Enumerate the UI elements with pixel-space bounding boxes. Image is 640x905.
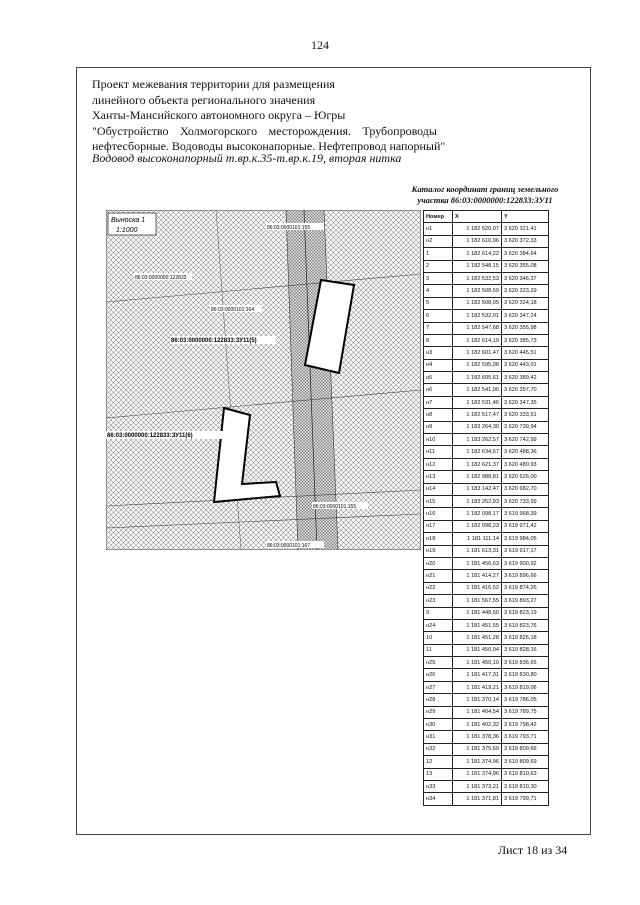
map-label-zu11-6: 86:03:0000000:122833:ЗУ11(6) <box>107 433 193 439</box>
cell-x: 1 182 614,19 <box>453 334 502 346</box>
cell-number: 9 <box>424 607 453 619</box>
cell-x: 1 182 532,01 <box>453 310 502 322</box>
cell-x: 1 181 451,28 <box>453 632 502 644</box>
table-row <box>424 657 549 669</box>
header-line-2: линейного объекта регионального значения <box>92 92 316 107</box>
table-row <box>424 669 549 681</box>
cell-y: 3 620 321,41 <box>502 223 549 235</box>
cell-y: 3 619 836,65 <box>502 657 549 669</box>
cell-x: 1 181 450,10 <box>453 657 502 669</box>
cell-number: 11 <box>424 644 453 656</box>
cell-number: н16 <box>424 508 453 520</box>
cell-number: 4 <box>424 285 453 297</box>
cell-x: 1 182 614,22 <box>453 248 502 260</box>
header-line-1: Проект межевания территории для размещения <box>92 77 335 91</box>
map-label-zu11-5: 86:03:0000000:122833:ЗУ11(5) <box>171 338 257 344</box>
cell-y: 3 620 333,51 <box>502 409 549 421</box>
cell-x: 1 182 548,15 <box>453 260 502 272</box>
cell-number: н3 <box>424 347 453 359</box>
cell-y: 3 620 324,18 <box>502 297 549 309</box>
cell-y: 3 619 971,42 <box>502 520 549 532</box>
map-drawing <box>106 210 421 550</box>
cell-number: н19 <box>424 545 453 557</box>
table-row <box>424 483 549 495</box>
cell-number: н10 <box>424 434 453 446</box>
inset-label: Выноска 1 <box>111 217 146 224</box>
catalog-title-line-2: участка 86:03:0000000:122833:ЗУ11 <box>417 195 553 205</box>
cell-number: н7 <box>424 396 453 408</box>
cell-x: 1 181 374,96 <box>453 756 502 768</box>
cell-y: 3 619 810,63 <box>502 768 549 780</box>
cell-y: 3 619 809,69 <box>502 756 549 768</box>
cell-number: н27 <box>424 681 453 693</box>
table-row <box>424 780 549 792</box>
table-row <box>424 471 549 483</box>
cell-number: н14 <box>424 483 453 495</box>
header-line-3: Ханты-Мансийского автономного округа – Югры <box>92 108 346 122</box>
table-row <box>424 743 549 755</box>
header-line-4 <box>92 124 437 140</box>
cell-number: 12 <box>424 756 453 768</box>
cell-y: 3 619 874,26 <box>502 582 549 594</box>
cell-x: 1 182 621,37 <box>453 458 502 470</box>
table-header-row <box>424 211 549 223</box>
sheet-number: Лист 18 из 34 <box>498 843 568 857</box>
cell-x: 1 183 142,47 <box>453 483 502 495</box>
cell-number: н25 <box>424 657 453 669</box>
cell-x: 1 181 370,14 <box>453 694 502 706</box>
cell-number: н29 <box>424 706 453 718</box>
cell-y: 3 620 488,36 <box>502 446 549 458</box>
table-row <box>424 248 549 260</box>
header-word-3: месторождения. <box>268 123 352 138</box>
cell-y: 3 620 445,51 <box>502 347 549 359</box>
table-row <box>424 607 549 619</box>
map-label-parcel-164: 86:03:0000101:164 <box>211 307 255 313</box>
table-row <box>424 260 549 272</box>
table-row <box>424 359 549 371</box>
cell-number: 5 <box>424 297 453 309</box>
cell-number: н34 <box>424 793 453 805</box>
cell-x: 1 182 517,47 <box>453 409 502 421</box>
table-row <box>424 458 549 470</box>
cell-x: 1 182 988,81 <box>453 471 502 483</box>
table-row <box>424 719 549 731</box>
table-row <box>424 384 549 396</box>
cell-x: 1 181 613,31 <box>453 545 502 557</box>
cell-y: 3 620 355,98 <box>502 322 549 334</box>
cell-number: н23 <box>424 595 453 607</box>
table-row <box>424 644 549 656</box>
cell-x: 1 181 375,69 <box>453 743 502 755</box>
cell-number: 6 <box>424 310 453 322</box>
cell-y: 3 619 789,75 <box>502 706 549 718</box>
cell-y: 3 620 739,94 <box>502 421 549 433</box>
cell-x: 1 181 417,31 <box>453 669 502 681</box>
table-row <box>424 694 549 706</box>
document-header <box>92 77 446 155</box>
table-row <box>424 409 549 421</box>
cell-x: 1 182 547,68 <box>453 322 502 334</box>
catalog-title <box>385 184 585 206</box>
cell-number: н17 <box>424 520 453 532</box>
table-row <box>424 681 549 693</box>
table-row <box>424 272 549 284</box>
cell-x: 1 183 252,93 <box>453 495 502 507</box>
table-row <box>424 322 549 334</box>
table-row <box>424 545 549 557</box>
map-label-parcel-155: 86:03:0000101:155 <box>313 504 357 510</box>
cell-x: 1 181 373,21 <box>453 780 502 792</box>
cell-number: н13 <box>424 471 453 483</box>
cell-x: 1 182 532,53 <box>453 272 502 284</box>
table-row <box>424 595 549 607</box>
cell-number: н22 <box>424 582 453 594</box>
cell-y: 3 620 384,64 <box>502 248 549 260</box>
table-row <box>424 582 549 594</box>
cell-number: 10 <box>424 632 453 644</box>
cell-y: 3 620 682,70 <box>502 483 549 495</box>
table-body <box>424 223 549 805</box>
page-number: 124 <box>311 38 329 52</box>
cell-number: н15 <box>424 495 453 507</box>
table-row <box>424 285 549 297</box>
cell-number: н6 <box>424 384 453 396</box>
cell-y: 3 619 830,80 <box>502 669 549 681</box>
table-row <box>424 495 549 507</box>
cell-y: 3 619 828,16 <box>502 644 549 656</box>
cell-number: н33 <box>424 780 453 792</box>
table-row <box>424 310 549 322</box>
cell-x: 1 182 098,17 <box>453 508 502 520</box>
cell-y: 3 619 793,71 <box>502 731 549 743</box>
cell-y: 3 620 389,42 <box>502 372 549 384</box>
cell-y: 3 620 372,33 <box>502 235 549 247</box>
cell-y: 3 620 385,73 <box>502 334 549 346</box>
cell-y: 3 620 733,99 <box>502 495 549 507</box>
map-label-parcel-155-top: 86:03:0000101:155 <box>267 225 311 231</box>
cadastral-map <box>106 210 421 550</box>
cell-y: 3 620 347,24 <box>502 310 549 322</box>
table-row <box>424 557 549 569</box>
cell-x: 1 181 448,50 <box>453 607 502 619</box>
cell-x: 1 181 567,55 <box>453 595 502 607</box>
cell-number: 7 <box>424 322 453 334</box>
cell-x: 1 181 456,63 <box>453 557 502 569</box>
cell-number: н12 <box>424 458 453 470</box>
cell-x: 1 182 616,96 <box>453 235 502 247</box>
table-row <box>424 372 549 384</box>
map-label-parcel-167: 86:03:0000101:167 <box>267 543 311 549</box>
cell-x: 1 181 378,36 <box>453 731 502 743</box>
cell-y: 3 619 823,19 <box>502 607 549 619</box>
cell-x: 1 181 402,32 <box>453 719 502 731</box>
table-row <box>424 421 549 433</box>
cell-number: н4 <box>424 359 453 371</box>
cell-number: 2 <box>424 260 453 272</box>
cell-number: н8 <box>424 409 453 421</box>
column-header-x: X <box>453 211 502 223</box>
cell-x: 1 181 450,94 <box>453 644 502 656</box>
cell-number: 13 <box>424 768 453 780</box>
cell-number: н31 <box>424 731 453 743</box>
cell-x: 1 182 595,08 <box>453 359 502 371</box>
cell-number: н11 <box>424 446 453 458</box>
cell-y: 3 619 917,17 <box>502 545 549 557</box>
cell-x: 1 181 111,14 <box>453 533 502 545</box>
cell-x: 1 183 262,57 <box>453 434 502 446</box>
table-row <box>424 632 549 644</box>
cell-number: 8 <box>424 334 453 346</box>
cell-x: 1 182 605,61 <box>453 372 502 384</box>
cell-y: 3 619 900,92 <box>502 557 549 569</box>
cell-y: 3 619 984,05 <box>502 533 549 545</box>
cell-y: 3 619 968,39 <box>502 508 549 520</box>
table-row <box>424 756 549 768</box>
table-row <box>424 334 549 346</box>
table-row <box>424 793 549 805</box>
table-row <box>424 446 549 458</box>
cell-number: н1 <box>424 223 453 235</box>
table-row <box>424 533 549 545</box>
cell-x: 1 181 451,55 <box>453 619 502 631</box>
table-row <box>424 508 549 520</box>
cell-y: 3 619 786,05 <box>502 694 549 706</box>
map-label-parcel-122833: 86:03:0000000:122833 <box>135 275 187 281</box>
cell-y: 3 620 355,08 <box>502 260 549 272</box>
table-row <box>424 223 549 235</box>
cell-x: 1 181 374,96 <box>453 768 502 780</box>
cell-x: 1 182 541,90 <box>453 384 502 396</box>
cell-x: 1 182 508,59 <box>453 285 502 297</box>
table-row <box>424 768 549 780</box>
table-row <box>424 396 549 408</box>
cell-y: 3 619 826,18 <box>502 632 549 644</box>
header-line-5: нефтесборные. Водоводы высоконапорные. Нефтепровод напорный" <box>92 139 446 153</box>
document-subtitle: Водовод высоконапорный т.вр.к.35-т.вр.к.19, вторая нитка <box>92 151 402 165</box>
cell-x: 1 182 634,67 <box>453 446 502 458</box>
cell-y: 3 620 323,29 <box>502 285 549 297</box>
map-scale: 1:1000 <box>116 227 138 234</box>
cell-y: 3 620 347,35 <box>502 396 549 408</box>
cell-y: 3 619 896,66 <box>502 570 549 582</box>
cell-y: 3 619 893,27 <box>502 595 549 607</box>
cell-y: 3 619 810,30 <box>502 780 549 792</box>
cell-y: 3 620 443,01 <box>502 359 549 371</box>
catalog-title-line-1: Каталог координат границ земельного <box>411 184 559 194</box>
cell-y: 3 619 823,76 <box>502 619 549 631</box>
cell-number: 3 <box>424 272 453 284</box>
cell-y: 3 619 819,06 <box>502 681 549 693</box>
cell-number: н24 <box>424 619 453 631</box>
header-word-1: "Обустройство <box>92 123 169 138</box>
table-row <box>424 434 549 446</box>
cell-x: 1 181 419,21 <box>453 681 502 693</box>
cell-x: 1 182 098,23 <box>453 520 502 532</box>
cell-y: 3 619 809,66 <box>502 743 549 755</box>
cell-number: н5 <box>424 372 453 384</box>
table-row <box>424 570 549 582</box>
cell-y: 3 619 798,42 <box>502 719 549 731</box>
cell-y: 3 620 357,70 <box>502 384 549 396</box>
column-header-y: Y <box>502 211 549 223</box>
cell-x: 1 181 371,81 <box>453 793 502 805</box>
table-row <box>424 520 549 532</box>
cell-x: 1 182 601,47 <box>453 347 502 359</box>
cell-number: 1 <box>424 248 453 260</box>
cell-number: н32 <box>424 743 453 755</box>
cell-number: н20 <box>424 557 453 569</box>
cell-x: 1 182 508,05 <box>453 297 502 309</box>
header-word-2: Холмогорского <box>179 123 258 138</box>
table-row <box>424 619 549 631</box>
cell-x: 1 181 414,27 <box>453 570 502 582</box>
cell-y: 3 620 480,93 <box>502 458 549 470</box>
cell-number: н2 <box>424 235 453 247</box>
cell-x: 1 183 264,30 <box>453 421 502 433</box>
cell-number: н9 <box>424 421 453 433</box>
cell-x: 1 182 520,07 <box>453 223 502 235</box>
table-row <box>424 731 549 743</box>
table-row <box>424 235 549 247</box>
cell-y: 3 620 742,99 <box>502 434 549 446</box>
coordinate-table <box>423 210 549 806</box>
table-row <box>424 297 549 309</box>
header-word-4: Трубопроводы <box>362 123 437 138</box>
cell-number: н28 <box>424 694 453 706</box>
cell-x: 1 182 531,46 <box>453 396 502 408</box>
cell-x: 1 181 404,54 <box>453 706 502 718</box>
cell-number: н30 <box>424 719 453 731</box>
table-row <box>424 706 549 718</box>
cell-x: 1 181 416,52 <box>453 582 502 594</box>
cell-y: 3 620 346,37 <box>502 272 549 284</box>
cell-y: 3 620 626,00 <box>502 471 549 483</box>
cell-y: 3 619 799,71 <box>502 793 549 805</box>
column-header-number: Номер <box>424 211 453 223</box>
cell-number: н26 <box>424 669 453 681</box>
cell-number: н21 <box>424 570 453 582</box>
table-row <box>424 347 549 359</box>
cell-number: н18 <box>424 533 453 545</box>
